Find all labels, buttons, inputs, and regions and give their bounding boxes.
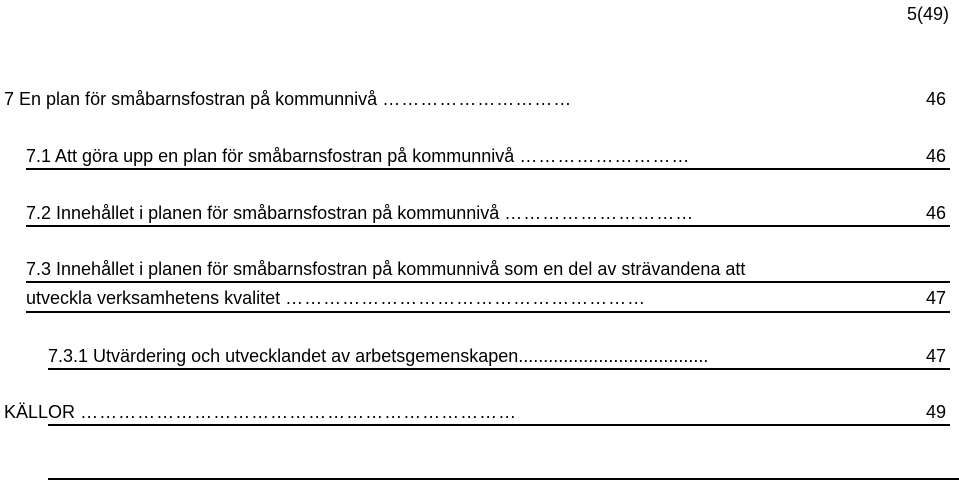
page-number: 5(49) xyxy=(906,4,949,24)
toc-entry-title: KÄLLOR xyxy=(4,402,76,422)
underline-rule xyxy=(26,168,950,170)
toc-entry-7-1[interactable] xyxy=(26,145,690,167)
toc-entry-7[interactable] xyxy=(4,88,572,110)
toc-entry-page: 46 xyxy=(926,203,947,223)
toc-entry-title: 7.3 Innehållet i planen för småbarnsfostran på kommunnivå som en del av strävandena att xyxy=(26,259,746,279)
toc-entry-7-2[interactable] xyxy=(26,202,694,224)
toc-entry-title: 7.2 Innehållet i planen för småbarnsfostran på kommunnivå xyxy=(26,203,500,223)
toc-entry-7-3-1[interactable] xyxy=(48,345,708,367)
toc-entry-page: 47 xyxy=(926,288,947,308)
underline-rule xyxy=(48,368,950,370)
underline-rule xyxy=(26,225,950,227)
toc-leader-dots: …………………………………………………………… xyxy=(80,402,518,422)
toc-entry-title: 7 En plan för småbarnsfostran på kommunnivå xyxy=(4,89,378,109)
toc-entry-page: 49 xyxy=(926,402,947,422)
toc-leader-dots: ……………………… xyxy=(519,146,691,166)
underline-rule xyxy=(26,281,950,283)
underline-rule xyxy=(26,311,950,313)
toc-entry-title: 7.1 Att göra upp en plan för småbarnsfostran på kommunnivå xyxy=(26,146,515,166)
toc-entry-7-3-line2[interactable] xyxy=(26,287,646,309)
toc-leader-dots: ………………………… xyxy=(382,89,573,109)
toc-entry-7-3-line1[interactable] xyxy=(26,258,745,280)
toc-leader-dots: ...................................... xyxy=(518,346,709,366)
toc-entry-kallor[interactable] xyxy=(4,401,517,423)
toc-entry-title: utveckla verksamhetens kvalitet xyxy=(26,288,281,308)
toc-leader-dots: ………………………………………………… xyxy=(285,288,647,308)
toc-entry-page: 46 xyxy=(926,89,947,109)
underline-rule xyxy=(48,424,950,426)
toc-entry-page: 46 xyxy=(926,146,947,166)
bottom-rule xyxy=(48,478,959,480)
toc-entry-page: 47 xyxy=(926,346,947,366)
toc-entry-title: 7.3.1 Utvärdering och utvecklandet av arbetsgemenskapen xyxy=(48,346,519,366)
toc-leader-dots: ………………………… xyxy=(504,203,695,223)
